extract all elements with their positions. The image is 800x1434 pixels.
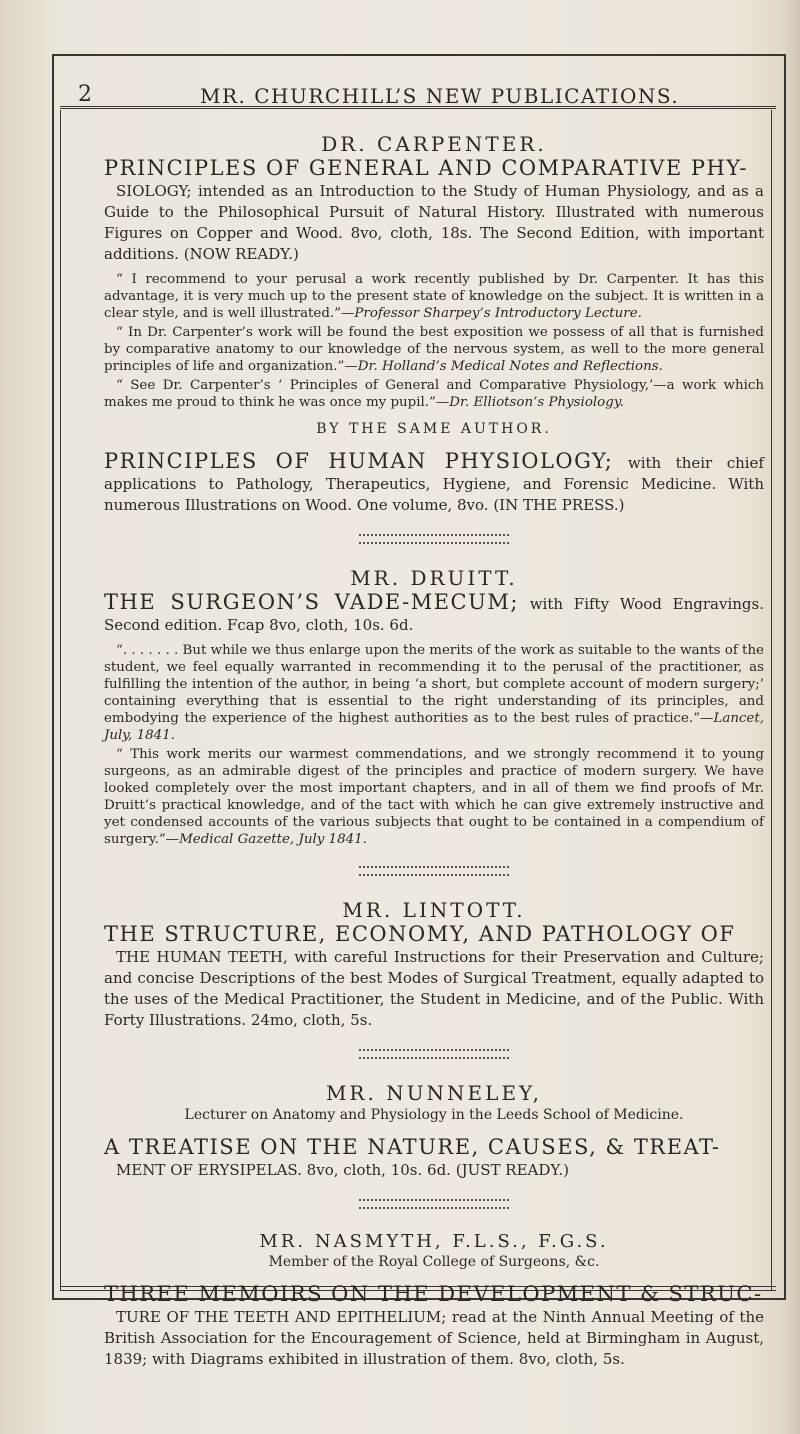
author-heading: MR. LINTOTT. <box>342 898 526 922</box>
book-title: A TREATISE ON THE NATURE, CAUSES, & TREAT- <box>104 1135 721 1159</box>
book-entry <box>104 451 764 516</box>
review-quote <box>104 271 764 322</box>
review-text: “. . . . . . . But while we thus enlarge upon the merits of the work as suitable to the wants of the student, we feel equally warranted in recommending it to the perusal of the practitioner, as fulfilling the intention of the author, in being ‘a short, but complete account of modern surgery;’ containing everything that is essential to the right understanding of its principles, and embodying the experience of the highest authorities as to the best rules of practice.”— <box>104 643 764 726</box>
review-quote <box>104 746 764 848</box>
book-title: THE STRUCTURE, ECONOMY, AND PATHOLOGY OF <box>104 922 736 946</box>
section-nunneley <box>104 1081 764 1181</box>
review-text: “ This work merits our warmest commendations, and we strongly recommend it to young surgeons, as an admirable digest of the principles and practice of modern surgery. We have looked completely over the most important chapters, and in all of them we find proofs of Mr. Druitt’s practical knowledge, and of the tact with which he can give extremely instructive and yet condensed accounts of the various subjects that ought to be contained in a compendium of surgery.”— <box>104 747 764 847</box>
author-affiliation: Member of the Royal College of Surgeons, &c. <box>268 1254 600 1270</box>
review-quote <box>104 642 764 744</box>
running-title: MR. CHURCHILL’S NEW PUBLICATIONS. <box>200 84 680 108</box>
review-source: Medical Gazette, July 1841. <box>179 832 367 847</box>
book-title: THE SURGEON’S VADE-MECUM; <box>104 590 519 614</box>
book-description: with their chief applications to Pathology, Therapeutics, Hygiene, and Forensic Medicine. With numerous Illustrations on Wood. One volume, 8vo. (IN THE PRESS.) <box>104 454 764 514</box>
book-entry <box>104 924 764 1031</box>
review-source: Professor Sharpey’s Introductory Lecture. <box>354 306 642 321</box>
section-carpenter <box>104 132 764 516</box>
section-nasmyth <box>104 1231 764 1370</box>
book-description: with Fifty Wood Engravings. Second edition. Fcap 8vo, cloth, 10s. 6d. <box>104 595 764 634</box>
author-heading: MR. NASMYTH, F.L.S., F.G.S. <box>259 1231 609 1252</box>
review-source: Lancet, July, 1841. <box>104 711 764 743</box>
section-lintott <box>104 898 764 1031</box>
page-content <box>104 132 764 1376</box>
ornamental-divider <box>359 866 509 876</box>
review-quote <box>104 324 764 375</box>
book-description: SIOLOGY; intended as an Introduction to the Study of Human Physiology, and as a Guide to the Philosophical Pursuit of Natural History. Illustrated with numerous Figures on Copper and Wood. 8vo, cloth, 18s. The Second Edition, with important additions. (NOW READY.) <box>104 182 764 263</box>
ornamental-divider <box>359 1199 509 1209</box>
ornamental-divider <box>359 534 509 544</box>
review-quote <box>104 377 764 411</box>
review-text: “ I recommend to your perusal a work recently published by Dr. Carpenter. It has this advantage, it is very much up to the present state of knowledge on the subject. It is written in a clear style, and is well illustrated.”— <box>104 272 764 321</box>
author-heading: MR. NUNNELEY, <box>325 1081 543 1105</box>
review-text: “ See Dr. Carpenter’s ‘ Principles of General and Comparative Physiology,’—a work which makes me proud to think he was once my pupil.”— <box>104 378 764 410</box>
book-entry <box>104 158 764 265</box>
author-heading: MR. DRUITT. <box>350 566 518 590</box>
running-header <box>60 60 776 107</box>
book-entry <box>104 1284 764 1370</box>
author-affiliation: Lecturer on Anatomy and Physiology in the Leeds School of Medicine. <box>184 1107 684 1123</box>
book-entry <box>104 592 764 636</box>
book-description: TURE OF THE TEETH AND EPITHELIUM; read at the Ninth Annual Meeting of the British Association for the Encouragement of Science, held at Birmingham in August, 1839; with Diagrams exhibited in illustration of them. 8vo, cloth, 5s. <box>104 1308 764 1368</box>
page-number: 2 <box>78 82 93 107</box>
same-author-heading: BY THE SAME AUTHOR. <box>316 421 552 437</box>
review-source: Dr. Holland’s Medical Notes and Reflections. <box>357 359 663 374</box>
author-heading: DR. CARPENTER. <box>321 132 547 156</box>
section-druitt <box>104 566 764 848</box>
book-title: PRINCIPLES OF GENERAL AND COMPARATIVE PHY- <box>104 156 748 180</box>
book-title: PRINCIPLES OF HUMAN PHYSIOLOGY; <box>104 449 614 473</box>
review-text: “ In Dr. Carpenter’s work will be found the best exposition we possess of all that is furnished by comparative anatomy to our knowledge of the nervous system, as well to the more general principles of life and organization.”— <box>104 325 764 374</box>
header-rule <box>60 108 776 109</box>
book-description: MENT OF ERYSIPELAS. 8vo, cloth, 10s. 6d. (JUST READY.) <box>116 1161 569 1179</box>
review-source: Dr. Elliotson’s Physiology. <box>449 395 624 410</box>
book-title: THREE MEMOIRS ON THE DEVELOPMENT & STRUC- <box>104 1282 763 1306</box>
book-description: THE HUMAN TEETH, with careful Instructions for their Preservation and Culture; and concise Descriptions of the best Modes of Surgical Treatment, equally adapted to the uses of the Medical Practitioner, the Student in Medicine, and of the Public. With Forty Illustrations. 24mo, cloth, 5s. <box>104 948 764 1029</box>
book-entry <box>104 1137 764 1181</box>
ornamental-divider <box>359 1049 509 1059</box>
